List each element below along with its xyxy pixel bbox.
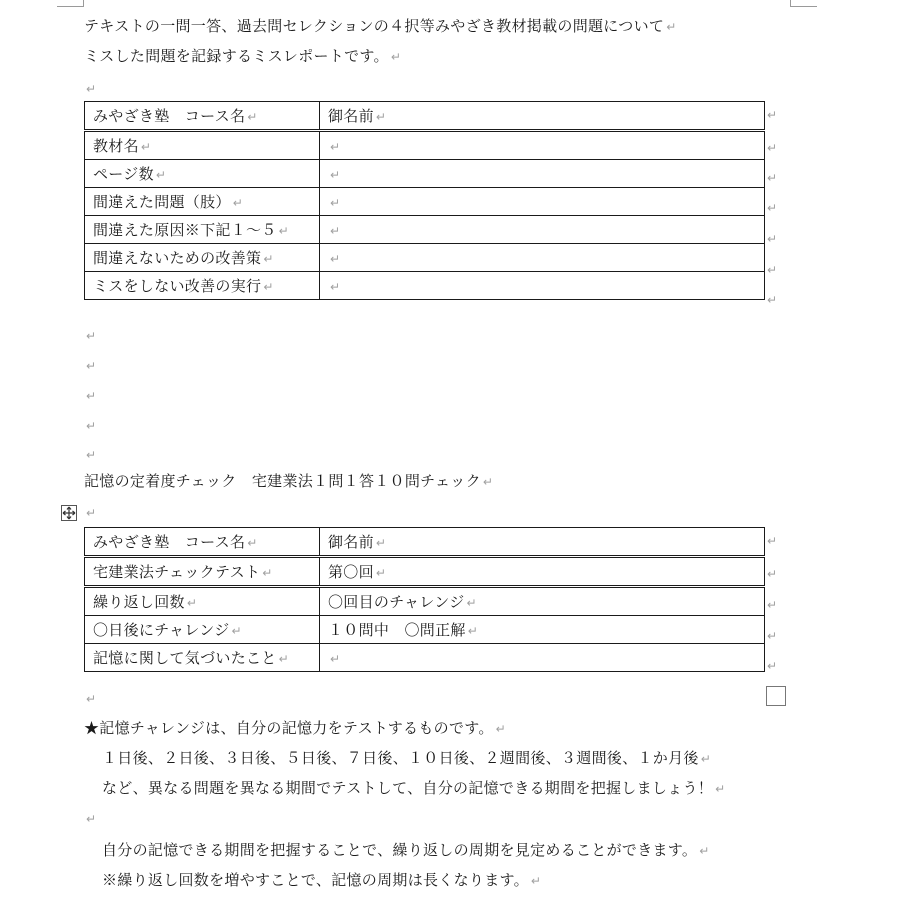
table-cell-value[interactable]: ↵: [320, 272, 765, 300]
memory-check-table: [84, 527, 765, 672]
table-cell-value[interactable]: 〇回目のチャレンジ ↵: [320, 587, 765, 616]
table-cell-label[interactable]: 宅建業法チェックテスト ↵: [85, 557, 320, 587]
table-row: [85, 131, 765, 160]
table-cell-value[interactable]: 御名前 ↵: [320, 528, 765, 557]
page-corner-mark-left: [57, 0, 84, 7]
table-row: [85, 644, 765, 672]
row-end-mark: ↵: [767, 293, 778, 307]
row-end-mark: ↵: [767, 263, 778, 277]
intro-line-2: ミスした問題を記録するミスレポートです。 ↵: [84, 47, 402, 65]
table-row: [85, 557, 765, 587]
table-cell-label[interactable]: 繰り返し回数 ↵: [85, 587, 320, 616]
note-cycle: 自分の記憶できる期間を把握することで、繰り返しの周期を見定めることができます。 ↵: [102, 841, 710, 859]
row-end-mark: ↵: [767, 108, 778, 122]
empty-paragraph: ↵: [86, 389, 97, 403]
empty-paragraph: ↵: [86, 329, 97, 343]
table-row: [85, 244, 765, 272]
row-end-mark: ↵: [767, 201, 778, 215]
empty-paragraph: ↵: [86, 359, 97, 373]
table-move-handle-icon[interactable]: [61, 505, 77, 521]
table-cell-value[interactable]: ↵: [320, 244, 765, 272]
paragraph-mark-icon: ↵: [390, 50, 402, 64]
row-end-mark: ↵: [767, 567, 778, 581]
empty-paragraph: ↵: [86, 692, 97, 706]
row-end-mark: ↵: [767, 598, 778, 612]
table-cell-value[interactable]: ↵: [320, 160, 765, 188]
table-cell-label[interactable]: 間違えないための改善策 ↵: [85, 244, 320, 272]
note-days: １日後、２日後、３日後、５日後、７日後、１０日後、２週間後、３週間後、１か月後 ↵: [102, 749, 712, 767]
table-cell-label[interactable]: ページ数 ↵: [85, 160, 320, 188]
table-cell-value[interactable]: ↵: [320, 188, 765, 216]
table-cell-value[interactable]: ↵: [320, 131, 765, 160]
table-row: [85, 587, 765, 616]
miss-report-table: [84, 101, 765, 300]
empty-paragraph: ↵: [86, 82, 97, 96]
table-cell-value[interactable]: 第〇回 ↵: [320, 557, 765, 587]
table-row: [85, 188, 765, 216]
table-cell-label[interactable]: 間違えた問題（肢） ↵: [85, 188, 320, 216]
empty-paragraph: ↵: [86, 448, 97, 462]
row-end-mark: ↵: [767, 534, 778, 548]
note-increase: ※繰り返し回数を増やすことで、記憶の周期は長くなります。 ↵: [102, 871, 542, 889]
table-cell-label[interactable]: みやざき塾 コース名 ↵: [85, 102, 320, 131]
table-cell-label[interactable]: ミスをしない改善の実行 ↵: [85, 272, 320, 300]
table-cell-value[interactable]: ↵: [320, 644, 765, 672]
table-cell-label[interactable]: 〇日後にチャレンジ ↵: [85, 616, 320, 644]
table-cell-value[interactable]: ↵: [320, 216, 765, 244]
table-cell-label[interactable]: 教材名 ↵: [85, 131, 320, 160]
page-corner-mark-right: [790, 0, 817, 7]
table-cell-label[interactable]: 記憶に関して気づいたこと ↵: [85, 644, 320, 672]
row-end-mark: ↵: [767, 232, 778, 246]
note-test: など、異なる問題を異なる期間でテストして、自分の記憶できる期間を把握しましょう！ ↵: [102, 779, 726, 797]
table-resize-handle-icon[interactable]: [766, 686, 786, 706]
row-end-mark: ↵: [767, 171, 778, 185]
table-row: [85, 616, 765, 644]
paragraph-mark-icon: ↵: [666, 20, 677, 34]
table-row: [85, 160, 765, 188]
memory-check-heading: 記憶の定着度チェック 宅建業法１問１答１０問チェック ↵: [84, 472, 494, 490]
table-cell-value[interactable]: １０問中 〇問正解 ↵: [320, 616, 765, 644]
table-row: [85, 216, 765, 244]
table-row: [85, 272, 765, 300]
empty-paragraph: ↵: [86, 506, 97, 520]
row-end-mark: ↵: [767, 141, 778, 155]
table-cell-value[interactable]: 御名前 ↵: [320, 102, 765, 131]
table-cell-label[interactable]: みやざき塾 コース名 ↵: [85, 528, 320, 557]
empty-paragraph: ↵: [86, 812, 97, 826]
empty-paragraph: ↵: [86, 419, 97, 433]
table-row: [85, 102, 765, 131]
intro-line-1: テキストの一問一答、過去問セレクションの４択等みやざき教材掲載の問題について ↵: [84, 17, 677, 35]
note-star: ★記憶チャレンジは、自分の記憶力をテストするものです。 ↵: [84, 719, 507, 737]
table-cell-label[interactable]: 間違えた原因※下記１～５ ↵: [85, 216, 320, 244]
row-end-mark: ↵: [767, 659, 778, 673]
row-end-mark: ↵: [767, 629, 778, 643]
table-row: [85, 528, 765, 557]
